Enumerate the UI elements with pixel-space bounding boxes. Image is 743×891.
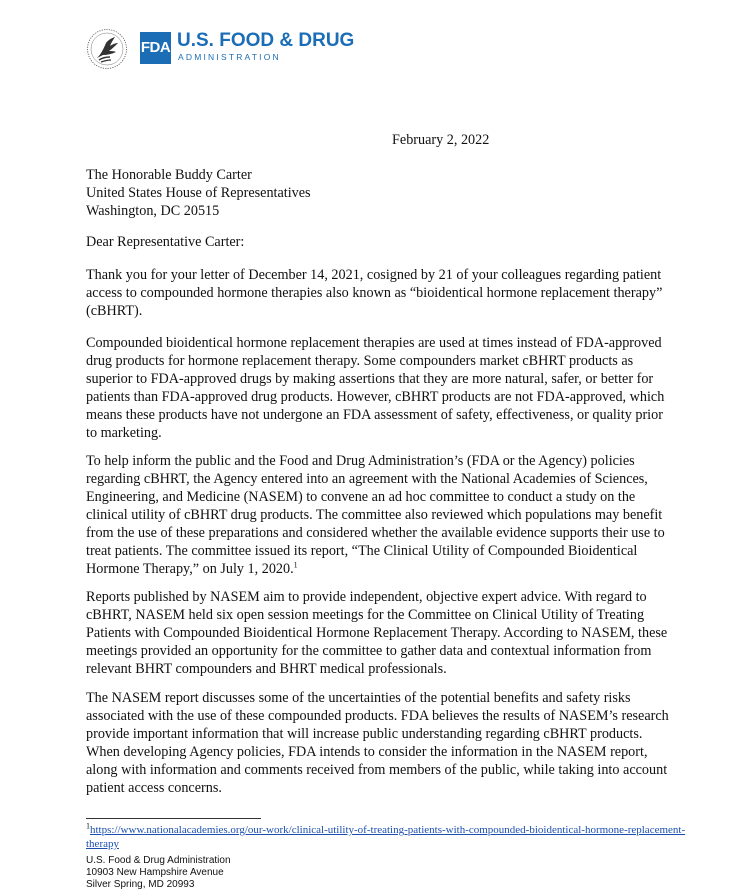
agency-address-footer bbox=[86, 855, 231, 891]
agency-name: U.S. FOOD & DRUG bbox=[177, 30, 355, 51]
footer-line-2: 10903 New Hampshire Avenue bbox=[86, 867, 224, 878]
footnote-ref: 1 bbox=[293, 560, 298, 570]
recipient-office: United States House of Representatives bbox=[86, 185, 311, 201]
footnote-number: 1 bbox=[86, 821, 90, 831]
salutation: Dear Representative Carter: bbox=[86, 234, 245, 250]
paragraph-3-text: To help inform the public and the Food and Drug Administration’s (FDA or the Agency) policies regarding cBHRT, the Agency entered into an agreement with the National Academies of Sciences, Engineering, and Medicine (NASEM) to convene an ad hoc committee to conduct a study on the clinical utility of cBHRT drug products. The committee also reviewed which populations may benefit from the use of these preparations and considered whether the available evidence supports their use to treat patients. The committee issued its report, “The Clinical Utility of Compounded Bioidentical Hormone Therapy,” on July 1, 2020. bbox=[86, 453, 665, 577]
footnote-divider bbox=[86, 818, 261, 819]
fda-logo-box: FDA bbox=[140, 32, 171, 64]
footnote bbox=[86, 823, 686, 851]
agency-subtitle: ADMINISTRATION bbox=[178, 52, 281, 62]
footer-line-3: Silver Spring, MD 20993 bbox=[86, 879, 195, 890]
paragraph-2: Compounded bioidentical hormone replacement therapies are used at times instead of FDA-approved drug products for hormone replacement therapy. Some compounders market cBHRT products as superior to FDA-approved drugs by making assertions that they are more natural, safer, or better for patients than FDA-approved drug products. However, cBHRT products are not FDA-approved, which means these products have not undergone an FDA assessment of safety, effectiveness, or quality prior to marketing. bbox=[86, 335, 665, 441]
footer-line-1: U.S. Food & Drug Administration bbox=[86, 855, 231, 866]
paragraph-5: The NASEM report discusses some of the uncertainties of the potential benefits and safety risks associated with the use of these compounded products. FDA believes the results of NASEM’s research provide important information that will increase public understanding regarding cBHRT products. When developing Agency policies, FDA intends to consider the information in the NASEM report, along with information and comments received from members of the public, while taking into account patient access concerns. bbox=[86, 690, 669, 796]
paragraph-4: Reports published by NASEM aim to provide independent, objective expert advice. With regard to cBHRT, NASEM held six open session meetings for the Committee on Clinical Utility of Treating Patients with Compounded Bioidentical Hormone Replacement Therapy. According to NASEM, these meetings provided an opportunity for the committee to gather data and contextual information from relevant BHRT compounders and BHRT medical professionals. bbox=[86, 589, 668, 677]
hhs-seal-icon bbox=[86, 28, 128, 70]
footnote-link[interactable]: https://www.nationalacademies.org/our-work/clinical-utility-of-treating-patients-with-compounded-bioidentical-hormone-replacement-therapy bbox=[86, 824, 686, 850]
paragraph-3 bbox=[86, 452, 672, 578]
paragraph-1: Thank you for your letter of December 14, 2021, cosigned by 21 of your colleagues regarding patient access to compounded hormone therapies also known as “bioidentical hormone replacement therapy” (cBHRT). bbox=[86, 267, 663, 319]
recipient-city: Washington, DC 20515 bbox=[86, 203, 220, 219]
recipient-name: The Honorable Buddy Carter bbox=[86, 167, 252, 183]
recipient-address bbox=[86, 166, 666, 220]
letter-date: February 2, 2022 bbox=[392, 132, 490, 148]
